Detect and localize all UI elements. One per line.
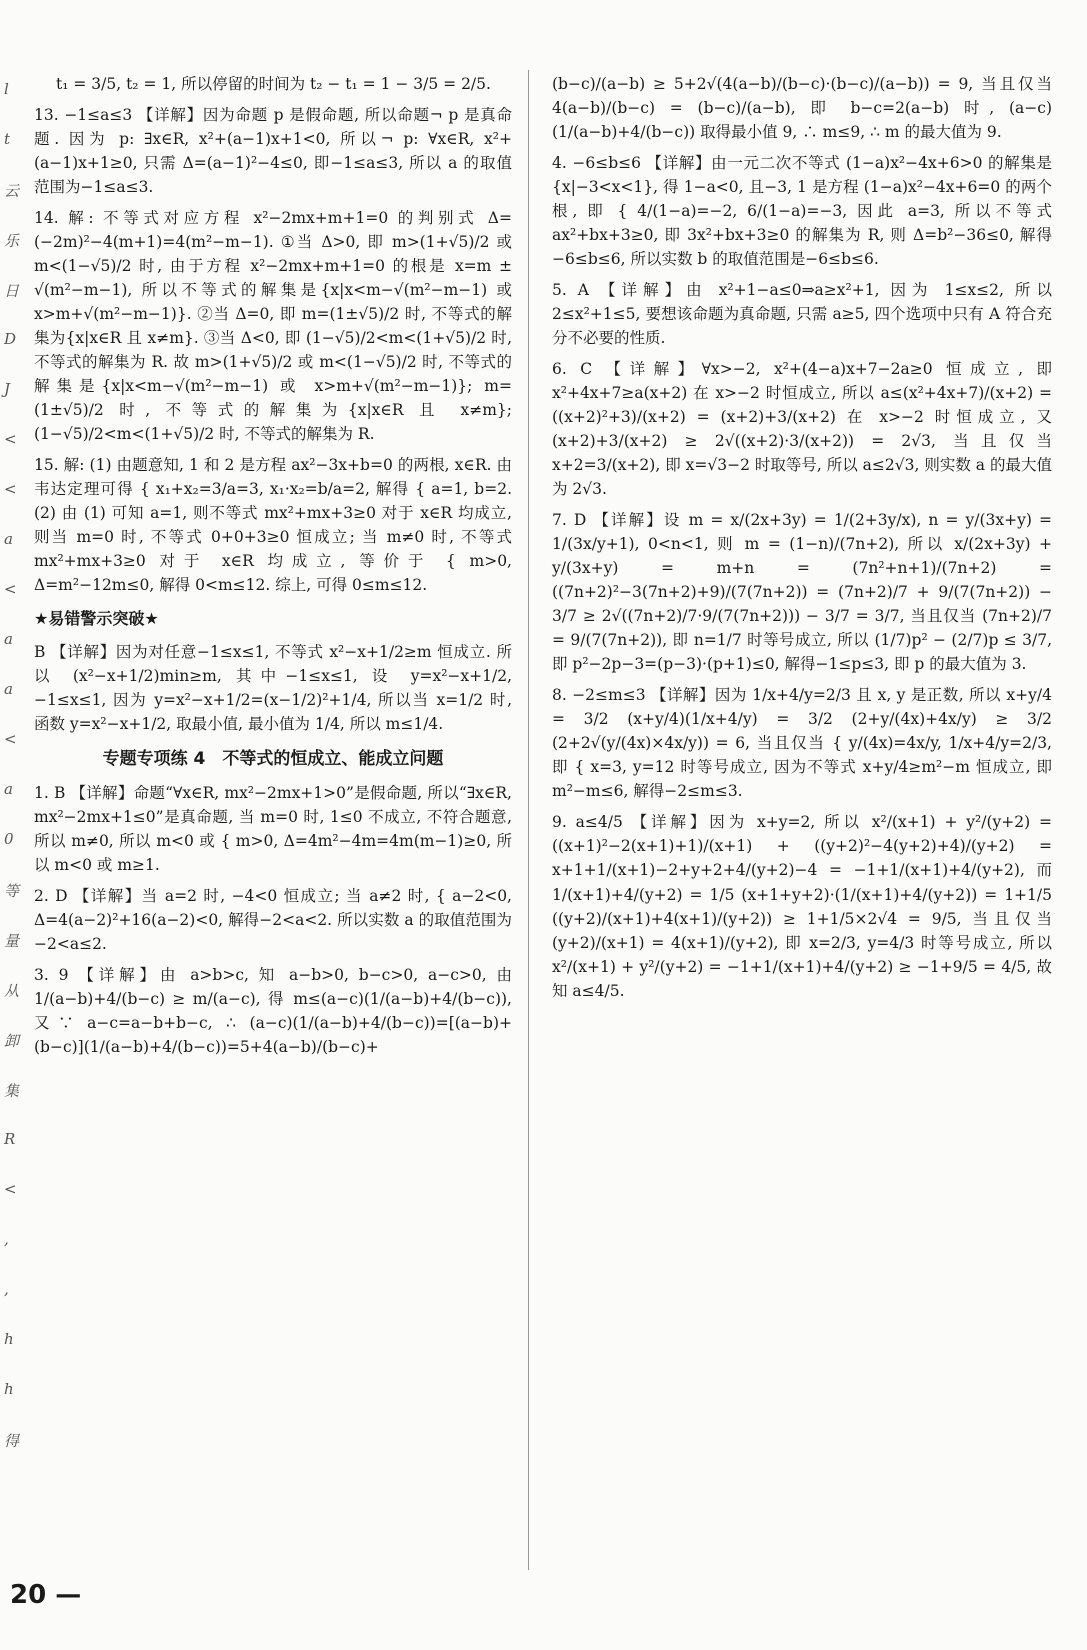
edge-char: 卸 xyxy=(4,1032,20,1050)
edge-char: , xyxy=(4,1230,9,1248)
answer-paragraph: 15. 解: (1) 由题意知, 1 和 2 是方程 ax²−3x+b=0 的两根, x∈R. 由韦达定理可得 { x₁+x₂=3/a=3, x₁·x₂=b/a=2, 解得 { a=1, b=2. (2) 由 (1) 可知 a=1, 则不等式 mx²+mx+3≥0 对于 x∈R 均成立, 则当 m=0 时, 不等式 0+0+3≥0 恒成立; 当 m≠0 时, 不等式 mx²+mx+3≥0 对于 x∈R 均成立, 等价于 { m>0, Δ=m²−12m≤0, 解得 0<m≤12. 综上, 可得 0≤m≤12. xyxy=(34,456,512,595)
edge-char: < xyxy=(4,430,17,448)
edge-char: , xyxy=(4,1280,9,1298)
edge-char: J xyxy=(4,380,11,398)
edge-char: 量 xyxy=(4,932,20,950)
right-column xyxy=(552,72,1052,1010)
answer-paragraph: 6. C 【详解】∀x>−2, x²+(4−a)x+7−2a≥0 恒成立, 即 x²+4x+7≥a(x+2) 在 x>−2 时恒成立, 所以 a≤(x²+4x+7)/(x+2) = ((x+2)²+3)/(x+2) = (x+2)+3/(x+2) 在 x>−2 时恒成立, 又 (x+2)+3/(x+2) ≥ 2√((x+2)·3/(x+2)) = 2√3, 当且仅当 x+2=3/(x+2), 即 x=√3−2 时取等号, 所以 a≤2√3, 则实数 a 的最大值为 2√3. xyxy=(552,360,1052,499)
answer-paragraph: 8. −2≤m≤3 【详解】因为 1/x+4/y=2/3 且 x, y 是正数, 所以 x+y/4 = 3/2 (x+y/4)(1/x+4/y) = 3/2 (2+y/(4x)+4x/y) ≥ 3/2 (2+2√(y/(4x)×4x/y)) = 6, 当且仅当 { y/(4x)=4x/y, 1/x+4/y=2/3, 即 { x=3, y=12 时等号成立, 因为不等式 x+y/4≥m²−m 恒成立, 即 m²−m≤6, 解得−2≤m≤3. xyxy=(552,686,1052,801)
edge-char: t xyxy=(4,130,11,148)
edge-char: R xyxy=(4,1130,16,1148)
edge-char: a xyxy=(4,630,13,648)
edge-char: h xyxy=(4,1330,14,1348)
left-edge-margin-text xyxy=(0,0,24,1600)
answer-paragraph: 3. 9 【详解】由 a>b>c, 知 a−b>0, b−c>0, a−c>0, 由 1/(a−b)+4/(b−c) ≥ m/(a−c), 得 m≤(a−c)(1/(a−b)+4/(b−c)), 又∵ a−c=a−b+b−c, ∴ (a−c)(1/(a−b)+4/(b−c))=[(a−b)+(b−c)](1/(a−b)+4/(b−c))=5+4(a−b)/(b−c)+ xyxy=(34,965,512,1056)
edge-char: < xyxy=(4,1180,17,1198)
edge-char: a xyxy=(4,780,13,798)
section-heading: ★易错警示突破★ xyxy=(34,609,159,629)
edge-char: a xyxy=(4,680,13,698)
edge-char: 乐 xyxy=(4,232,20,250)
answer-paragraph: 4. −6≤b≤6 【详解】由一元二次不等式 (1−a)x²−4x+6>0 的解集是{x|−3<x<1}, 得 1−a<0, 且−3, 1 是方程 (1−a)x²−4x+6=0 的两个根, 即 { 4/(1−a)=−2, 6/(1−a)=−3, 因此 a=3, 所以不等式 ax²+bx+3≥0, 即 3x²+bx+3≥0 的解集为 R, 则 Δ=b²−36≤0, 解得−6≤b≤6, 所以实数 b 的取值范围是−6≤b≤6. xyxy=(552,154,1052,269)
answer-paragraph: 7. D 【详解】设 m = x/(2x+3y) = 1/(2+3y/x), n = y/(3x+y) = 1/(3x/y+1), 0<n<1, 则 m = (1−n)/(7n+2), 所以 x/(2x+3y) + y/(3x+y) = m+n = (7n²+n+1)/(7n+2) = ((7n+2)²−3(7n+2)+9)/(7(7n+2)) = (7n+2)/7 + 9/(7(7n+2)) − 3/7 ≥ 2√((7n+2)/7·9/(7(7n+2))) − 3/7 = 3/7, 当且仅当 (7n+2)/7 = 9/(7(7n+2)), 即 n=1/7 时等号成立, 所以 (1/7)p² − (2/7)p ≤ 3/7, 即 p²−2p−3=(p−3)·(p+1)≤0, 解得−1≤p≤3, 即 p 的最大值为 3. xyxy=(552,511,1052,674)
edge-char: 0 xyxy=(4,830,14,848)
section-title: 专题专项练 4 不等式的恒成立、能成立问题 xyxy=(102,749,444,770)
column-divider xyxy=(528,70,529,1570)
answer-paragraph: 14. 解: 不等式对应方程 x²−2mx+m+1=0 的判别式 Δ=(−2m)²−4(m+1)=4(m²−m−1). ①当 Δ>0, 即 m>(1+√5)/2 或 m<(1−√5)/2 时, 由于方程 x²−2mx+m+1=0 的根是 x=m ± √(m²−m−1), 所以不等式的解集是{x|x<m−√(m²−m−1) 或 x>m+√(m²−m−1)}. ②当 Δ=0, 即 m=(1±√5)/2 时, 不等式的解集为{x|x∈R 且 x≠m}. ③当 Δ<0, 即 (1−√5)/2<m<(1+√5)/2 时, 不等式的解集为 R. 故 m>(1+√5)/2 或 m<(1−√5)/2 时, 不等式的解集是{x|x<m−√(m²−m−1) 或 x>m+√(m²−m−1)}; m=(1±√5)/2 时, 不等式的解集为{x|x∈R 且 x≠m}; (1−√5)/2<m<(1+√5)/2 时, 不等式的解集为 R. xyxy=(34,209,512,444)
edge-char: 日 xyxy=(4,282,20,300)
edge-char: < xyxy=(4,730,17,748)
left-column xyxy=(34,72,512,1066)
answer-paragraph: 9. a≤4/5 【详解】因为 x+y=2, 所以 x²/(x+1) + y²/(y+2) = ((x+1)²−2(x+1)+1)/(x+1) + ((y+2)²−4(y+2)+4)/(y+2) = x+1+1/(x+1)−2+y+2+4/(y+2)−4 = −1+1/(x+1)+4/(y+2), 而 1/(x+1)+4/(y+2) = 1/5 (x+1+y+2)·(1/(x+1)+4/(y+2)) = 1+1/5 ((y+2)/(x+1)+4(x+1)/(y+2)) ≥ 1+1/5×2√4 = 9/5, 当且仅当 (y+2)/(x+1) = 4(x+1)/(y+2), 即 x=2/3, y=4/3 时等号成立, 所以 x²/(x+1) + y²/(y+2) = −1+1/(x+1)+4/(y+2) ≥ −1+9/5 = 4/5, 故知 a≤4/5. xyxy=(552,813,1052,1000)
answer-paragraph: 1. B 【详解】命题“∀x∈R, mx²−2mx+1>0”是假命题, 所以“∃x∈R, mx²−2mx+1≤0”是真命题, 当 m=0 时, 1≤0 不成立, 不符合题意, 所以 m≠0, 所以 m<0 或 { m>0, Δ=4m²−4m=4m(m−1)≥0, 所以 m<0 或 m≥1. xyxy=(34,783,512,874)
answer-paragraph: 5. A 【详解】由 x²+1−a≤0⇒a≥x²+1, 因为 1≤x≤2, 所以 2≤x²+1≤5, 要想该命题为真命题, 只需 a≥5, 四个选项中只有 A 符合充分不必要的性质. xyxy=(552,281,1052,348)
edge-char: 从 xyxy=(4,982,20,1000)
edge-char: < xyxy=(4,480,17,498)
page-number: 20 — xyxy=(10,1580,82,1610)
edge-char: l xyxy=(4,80,9,98)
edge-char: 集 xyxy=(4,1082,20,1100)
edge-char: < xyxy=(4,580,17,598)
answer-paragraph: t₁ = 3/5, t₂ = 1, 所以停留的时间为 t₂ − t₁ = 1 − 3/5 = 2/5. xyxy=(56,75,491,93)
answer-paragraph: (b−c)/(a−b) ≥ 5+2√(4(a−b)/(b−c)·(b−c)/(a−b)) = 9, 当且仅当 4(a−b)/(b−c) = (b−c)/(a−b), 即 b−c=2(a−b) 时, (a−c)(1/(a−b)+4/(b−c)) 取得最小值 9, ∴ m≤9, ∴ m 的最大值为 9. xyxy=(552,75,1052,142)
edge-char: 云 xyxy=(4,182,20,200)
answer-paragraph: 2. D 【详解】当 a=2 时, −4<0 恒成立; 当 a≠2 时, { a−2<0, Δ=4(a−2)²+16(a−2)<0, 解得−2<a<2. 所以实数 a 的取值范围为−2<a≤2. xyxy=(34,886,512,953)
edge-char: a xyxy=(4,530,13,548)
edge-char: D xyxy=(4,330,17,348)
edge-char: 等 xyxy=(4,882,20,900)
edge-char: 得 xyxy=(4,1432,20,1450)
edge-char: h xyxy=(4,1380,14,1398)
answer-paragraph: B 【详解】因为对任意−1≤x≤1, 不等式 x²−x+1/2≥m 恒成立. 所以 (x²−x+1/2)min≥m, 其中−1≤x≤1, 设 y=x²−x+1/2, −1≤x≤1, 因为 y=x²−x+1/2=(x−1/2)²+1/4, 所以当 x=1/2 时, 函数 y=x²−x+1/2, 取最小值, 最小值为 1/4, 所以 m≤1/4. xyxy=(34,643,512,734)
answer-paragraph: 13. −1≤a≤3 【详解】因为命题 p 是假命题, 所以命题¬ p 是真命题. 因为 p: ∃x∈R, x²+(a−1)x+1<0, 所以¬ p: ∀x∈R, x²+(a−1)x+1≥0, 只需 Δ=(a−1)²−4≤0, 即−1≤a≤3, 所以 a 的取值范围为−1≤a≤3. xyxy=(34,106,512,197)
